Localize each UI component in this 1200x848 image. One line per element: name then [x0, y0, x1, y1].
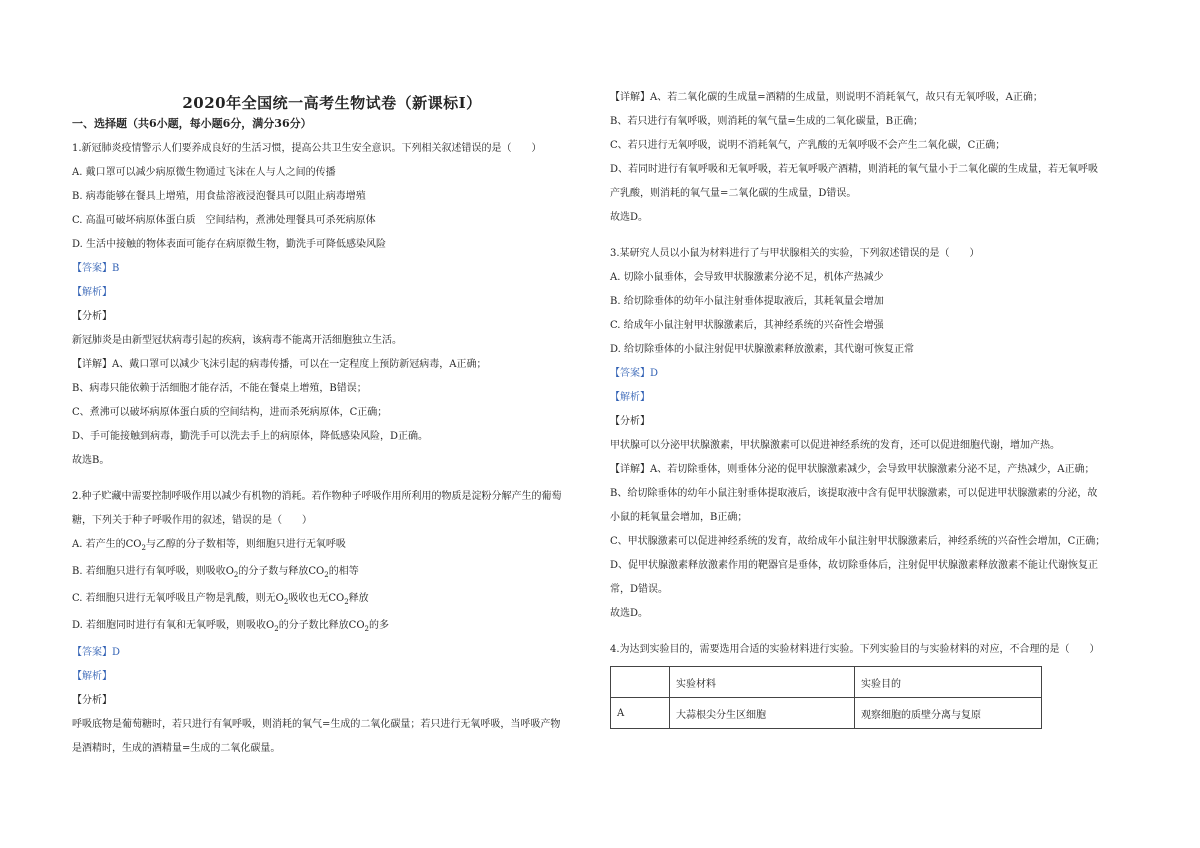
q3-stem: 3.某研究人员以小鼠为材料进行了与甲状腺相关的实验，下列叙述错误的是（ ）: [610, 248, 980, 259]
q2-option-d: D. 若细胞同时进行有氧和无氧呼吸，则吸收$O_2$的分子数比释放$CO_2$的多: [72, 620, 390, 633]
q1-stem: 1.新冠肺炎疫情警示人们要养成良好的生活习惯，提高公共卫生安全意识。下列相关叙述错误的是（ ）: [72, 143, 542, 154]
q3-detail-3: 小鼠的耗氧量会增加，B正确；: [610, 512, 748, 523]
table-header-cell: 实验目的: [855, 667, 1042, 698]
table-cell: 观察细胞的质壁分离与复原: [855, 698, 1042, 729]
q3-fenxi-text: 甲状腺可以分泌甲状腺激素，甲状腺激素可以促进神经系统的发育，还可以促进细胞代谢，增加产热。: [610, 440, 1060, 451]
q1-fenxi-text: 新冠肺炎是由新型冠状病毒引起的疾病，该病毒不能离开活细胞独立生活。: [72, 335, 402, 346]
q4-stem: 4.为达到实验目的，需要选用合适的实验材料进行实验。下列实验目的与实验材料的对应，不合理的是（ ）: [610, 644, 1100, 655]
q1-jiexi-label: 【解析】: [72, 287, 112, 298]
q3-conclusion: 故选D。: [610, 608, 649, 619]
q4-table: [610, 666, 1042, 729]
q3-fenxi-label: 【分析】: [610, 416, 650, 427]
q3-detail-1: 【详解】A、若切除垂体，则垂体分泌的促甲状腺激素减少，会导致甲状腺激素分泌不足，产热减少，A正确；: [610, 464, 1095, 475]
table-header-cell: [611, 667, 670, 698]
q3-option-b: B. 给切除垂体的幼年小鼠注射垂体提取液后，其耗氧量会增加: [610, 296, 884, 307]
q3-detail-6: 常，D错误。: [610, 584, 669, 595]
q1-detail-4: D、手可能接触到病毒，勤洗手可以洗去手上的病原体，降低感染风险，D正确。: [72, 431, 429, 442]
q2-stem-line1: 2.种子贮藏中需要控制呼吸作用以减少有机物的消耗。若作物种子呼吸作用所利用的物质是淀粉分解产生的葡萄: [72, 491, 562, 502]
table-cell: A: [611, 698, 670, 729]
left-column: [72, 86, 592, 761]
q2-jiexi-label: 【解析】: [72, 671, 112, 682]
table-cell: 大蒜根尖分生区细胞: [670, 698, 855, 729]
q2-detail-4: D、若同时进行有氧呼吸和无氧呼吸，若无氧呼吸产酒精，则消耗的氧气量小于二氧化碳的生成量，若无氧呼吸: [610, 164, 1099, 175]
q3-option-a: A. 切除小鼠垂体，会导致甲状腺激素分泌不足，机体产热减少: [610, 272, 884, 283]
table-header-cell: 实验材料: [670, 667, 855, 698]
q2-detail-1: 【详解】A、若二氧化碳的生成量=酒精的生成量，则说明不消耗氧气，故只有无氧呼吸，A正确；: [610, 92, 1043, 103]
q3-detail-5: D、促甲状腺激素释放激素作用的靶器官是垂体，故切除垂体后，注射促甲状腺激素释放激素不能让代谢恢复正: [610, 560, 1099, 571]
table-header-row: [611, 667, 1042, 698]
q2-option-b: B. 若细胞只进行有氧呼吸，则吸收$O_2$的分子数与释放$CO_2$的相等: [72, 566, 359, 579]
q1-option-a: A. 戴口罩可以减少病原微生物通过飞沫在人与人之间的传播: [72, 167, 336, 178]
q3-detail-4: C、甲状腺激素可以促进神经系统的发育，故给成年小鼠注射甲状腺激素后，神经系统的兴奋性会增加，C正确；: [610, 536, 1106, 547]
q1-detail-1: 【详解】A、戴口罩可以减少飞沫引起的病毒传播，可以在一定程度上预防新冠病毒，A正确；: [72, 359, 487, 370]
q1-detail-2: B、病毒只能依赖于活细胞才能存活，不能在餐桌上增殖，B错误；: [72, 383, 367, 394]
q3-jiexi-label: 【解析】: [610, 392, 650, 403]
q1-detail-3: C、煮沸可以破坏病原体蛋白质的空间结构，进而杀死病原体，C正确；: [72, 407, 388, 418]
q2-option-a: A. 若产生的$CO_2$与乙醇的分子数相等，则细胞只进行无氧呼吸: [72, 539, 346, 552]
q2-detail-2: B、若只进行有氧呼吸，则消耗的氧气量=生成的二氧化碳量，B正确；: [610, 116, 924, 127]
q3-detail-2: B、给切除垂体的幼年小鼠注射垂体提取液后，该提取液中含有促甲状腺激素，可以促进甲状腺激素的分泌，故: [610, 488, 1098, 499]
table-row: [611, 698, 1042, 729]
q1-option-c: C. 高温可破坏病原体蛋白质 空间结构，煮沸处理餐具可杀死病原体: [72, 215, 376, 226]
q2-fenxi-text-1: 呼吸底物是葡萄糖时，若只进行有氧呼吸，则消耗的氧气=生成的二氧化碳量；若只进行无氧呼吸，当呼吸产物: [72, 719, 561, 730]
q2-conclusion: 故选D。: [610, 212, 649, 223]
q3-answer: 【答案】D: [610, 368, 659, 379]
q1-option-b: B. 病毒能够在餐具上增殖，用食盐溶液浸泡餐具可以阻止病毒增殖: [72, 191, 366, 202]
q1-conclusion: 故选B。: [72, 455, 110, 466]
right-column: [610, 86, 1130, 729]
q1-fenxi-label: 【分析】: [72, 311, 112, 322]
q2-stem-line2: 糖，下列关于种子呼吸作用的叙述，错误的是（ ）: [72, 515, 312, 526]
exam-title: 2020年全国统一高考生物试卷（新课标Ⅰ）: [182, 94, 482, 112]
q2-fenxi-label: 【分析】: [72, 695, 112, 706]
q2-detail-5: 产乳酸，则消耗的氧气量=二氧化碳的生成量，D错误。: [610, 188, 857, 199]
q3-option-d: D. 给切除垂体的小鼠注射促甲状腺激素释放激素，其代谢可恢复正常: [610, 344, 915, 355]
section-heading: 一、选择题（共6小题，每小题6分，满分36分）: [72, 117, 312, 130]
q2-option-c: C. 若细胞只进行无氧呼吸且产物是乳酸，则无$O_2$吸收也无$CO_2$释放: [72, 593, 369, 606]
q2-answer: 【答案】D: [72, 647, 121, 658]
q2-fenxi-text-2: 是酒精时，生成的酒精量=生成的二氧化碳量。: [72, 743, 281, 754]
q1-option-d: D. 生活中接触的物体表面可能存在病原微生物，勤洗手可降低感染风险: [72, 239, 387, 250]
q3-option-c: C. 给成年小鼠注射甲状腺激素后，其神经系统的兴奋性会增强: [610, 320, 884, 331]
q1-answer: 【答案】B: [72, 263, 120, 274]
q2-detail-3: C、若只进行无氧呼吸，说明不消耗氧气，产乳酸的无氧呼吸不会产生二氧化碳，C正确；: [610, 140, 1006, 151]
